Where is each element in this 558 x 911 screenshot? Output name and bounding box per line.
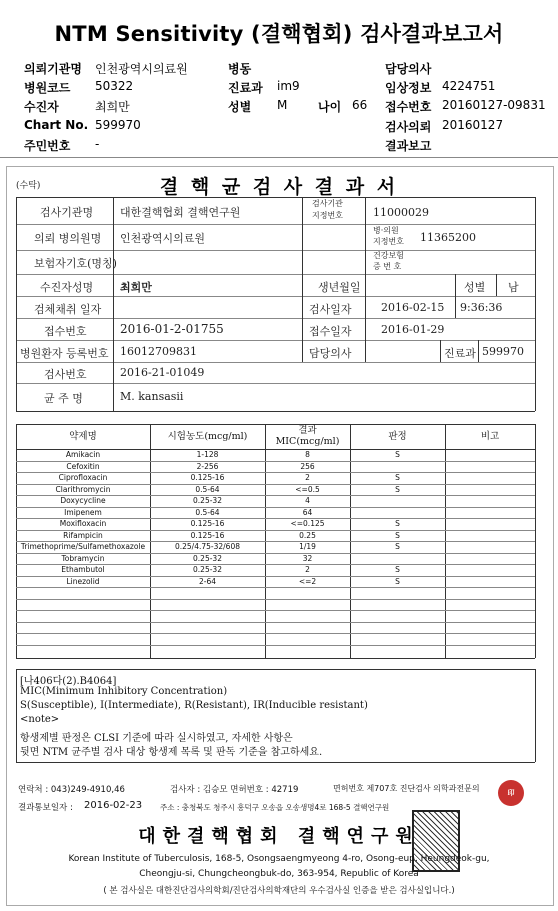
header-value: im9: [277, 79, 300, 93]
column-header: 약제명: [69, 431, 97, 442]
grid-line: [16, 274, 535, 275]
grid-line: [16, 224, 535, 225]
field-value: 2016-02-15: [381, 301, 445, 314]
table-cell-conc: 0.25-32: [193, 496, 222, 505]
red-stamp-icon: 印: [498, 780, 524, 806]
grid-line: [16, 250, 535, 251]
column-header: 결과: [298, 425, 317, 436]
table-cell-drug: Tobramycin: [61, 554, 105, 563]
field-value: 남: [508, 281, 519, 294]
header-label: 검사의뢰: [385, 120, 432, 134]
grid-line: [16, 318, 535, 319]
table-cell-drug: Linezolid: [66, 577, 100, 586]
row-line: [16, 587, 535, 588]
grid-line: [535, 197, 536, 411]
form-title: 결 핵 균 검 사 결 과 서: [159, 176, 399, 198]
header-label: 결과보고: [385, 139, 432, 153]
grid-line: [16, 197, 17, 411]
report-date-label: 결과통보일자 :: [18, 803, 73, 813]
grid-line: [16, 340, 535, 341]
note-code: [나406다(2).B4064]: [20, 676, 117, 687]
field-value: 16012709831: [120, 345, 197, 358]
grid-line: [16, 411, 535, 412]
field-label: 검사일자: [309, 303, 352, 316]
field-value: 11000029: [373, 206, 429, 219]
header-value: 66: [352, 98, 368, 112]
certification-text: ( 본 검사실은 대한진단검사의학회/진단검사의학재단의 우수검사실 인증을 받은 검사실입니다.): [103, 886, 455, 896]
grid-line: [16, 669, 535, 670]
header-label: 접수번호: [385, 100, 432, 114]
header-label: 담당의사: [385, 62, 432, 76]
header-value: 인천광역시의료원: [95, 62, 188, 76]
grid-line: [496, 274, 497, 296]
table-cell-conc: 1-128: [196, 450, 219, 459]
note-line: MIC(Minimum Inhibitory Concentration): [20, 686, 228, 697]
field-value: 11365200: [420, 231, 476, 244]
report-date-value: 2016-02-23: [84, 800, 143, 811]
table-cell-conc: 0.5-64: [195, 508, 220, 517]
header-label: 성별: [228, 100, 252, 114]
header-value: 599970: [95, 118, 141, 132]
english-address: Cheongju-si, Chungcheongbuk-do, 363-954, Republic of Korea: [139, 869, 419, 879]
field-label: 검사번호: [44, 368, 87, 381]
table-cell-judge: S: [395, 473, 400, 482]
field-label: 보험자기호(명칭): [34, 257, 117, 270]
field-label: 균 주 명: [44, 392, 83, 405]
field-label: 병원환자 등록번호: [20, 347, 109, 360]
field-value: 599970: [482, 345, 524, 358]
field-value: 인천광역시의료원: [120, 232, 206, 245]
table-cell-conc: 0.25-32: [193, 565, 222, 574]
field-label: 검사기관명: [40, 206, 94, 219]
field-label: 담당의사: [309, 347, 352, 360]
row-line: [16, 622, 535, 623]
row-line: [16, 599, 535, 600]
field-value: 대한결핵협회 결핵연구원: [120, 206, 241, 219]
table-cell-mic: 8: [305, 450, 310, 459]
table-cell-mic: 32: [302, 554, 313, 563]
note-tag: <note>: [20, 714, 60, 725]
header-label: 병원코드: [24, 81, 71, 95]
grid-line: [16, 197, 535, 198]
note-line: 뒷면 NTM 균주별 검사 대상 항생제 목록 및 판독 기준을 참고하세요.: [20, 747, 323, 758]
report-title: NTM Sensitivity (결핵협회) 검사결과보고서: [54, 22, 504, 46]
field-label: 의뢰 병의원명: [34, 232, 102, 245]
note-line: S(Susceptible), I(Intermediate), R(Resistant), IR(Inducible resistant): [20, 700, 368, 711]
grid-line: [16, 383, 535, 384]
table-cell-judge: S: [395, 450, 400, 459]
table-cell-judge: S: [395, 485, 400, 494]
table-cell-mic: <=0.5: [295, 485, 320, 494]
table-cell-drug: Ciprofloxacin: [58, 473, 108, 482]
column-header: 시험농도(mcg/ml): [167, 431, 248, 442]
field-value: 9:36:36: [460, 301, 503, 314]
field-label: 지정번호: [312, 211, 343, 220]
table-cell-drug: Imipenem: [64, 508, 102, 517]
header-value: 20160127-09831: [442, 98, 546, 112]
table-cell-drug: Doxycycline: [60, 496, 106, 505]
grid-line: [535, 669, 536, 762]
table-cell-judge: S: [395, 519, 400, 528]
field-label: 생년월일: [318, 281, 361, 294]
grid-line: [478, 340, 479, 362]
column-header: 비고: [480, 431, 500, 442]
header-value: -: [95, 137, 100, 151]
table-cell-mic: 2: [305, 565, 310, 574]
table-cell-judge: S: [395, 565, 400, 574]
header-value: 최희만: [95, 100, 130, 114]
field-label: 검체채취 일자: [34, 303, 102, 316]
row-line: [16, 633, 535, 634]
header-value: 4224751: [442, 79, 496, 93]
note-line: 항생제별 판정은 CLSI 기준에 따라 실시하였고, 자세한 사항은: [20, 733, 293, 744]
grid-line: [535, 424, 536, 658]
header-label: 의뢰기관명: [24, 62, 82, 76]
header-label: 임상정보: [385, 81, 432, 95]
table-cell-drug: Cefoxitin: [66, 462, 100, 471]
table-cell-conc: 0.125-16: [190, 519, 225, 528]
table-cell-drug: Moxifloxacin: [59, 519, 107, 528]
table-cell-mic: 4: [305, 496, 310, 505]
header-value: 20160127: [442, 118, 504, 132]
header-value: 50322: [95, 79, 134, 93]
phone-text: 연락처 : 043)249-4910,46: [18, 785, 125, 795]
header-label: 수진자: [24, 100, 59, 114]
header-value: M: [277, 98, 288, 112]
table-cell-drug: Trimethoprime/Sulfamethoxazole: [20, 542, 146, 551]
table-cell-drug: Ethambutol: [61, 565, 105, 574]
field-label: 건강보험: [373, 251, 404, 260]
table-cell-judge: S: [395, 542, 400, 551]
row-line: [16, 645, 535, 646]
table-cell-judge: S: [395, 531, 400, 540]
header-label: 주민번호: [24, 139, 71, 153]
header-label: 진료과: [228, 81, 263, 95]
header-label: 병동: [228, 62, 252, 76]
field-label: 병·의원: [373, 226, 399, 235]
grid-line: [365, 197, 366, 362]
column-header: MIC(mcg/ml): [275, 436, 340, 447]
field-label: 수진자성명: [40, 281, 94, 294]
table-cell-conc: 2-64: [198, 577, 217, 586]
table-cell-conc: 2-256: [196, 462, 219, 471]
field-label: 지정번호: [373, 237, 404, 246]
tester-text: 검사자 : 김승모 면허번호 : 42719: [170, 785, 299, 795]
grid-line: [16, 669, 17, 762]
grid-line: [440, 340, 441, 362]
table-cell-mic: <=0.125: [290, 519, 325, 528]
field-label: 성별: [464, 281, 486, 294]
table-cell-conc: 0.125-16: [190, 531, 225, 540]
grid-line: [16, 762, 535, 763]
field-label: 진료과: [444, 347, 476, 360]
address-text: 주소 : 충청북도 청주시 흥덕구 오송읍 오송생명4로 168-5 결핵연구원: [160, 803, 390, 812]
grid-line: [16, 658, 535, 659]
header-divider: [0, 157, 558, 158]
field-value: 최희만: [120, 281, 152, 294]
field-value: M. kansasii: [120, 390, 184, 403]
field-label: 접수번호: [44, 325, 87, 338]
grid-line: [16, 362, 535, 363]
row-line: [16, 610, 535, 611]
table-cell-mic: 2: [305, 473, 310, 482]
grid-line: [16, 296, 535, 297]
table-cell-mic: 64: [302, 508, 313, 517]
field-label: 검사기관: [312, 199, 343, 208]
grid-line: [455, 274, 456, 296]
license-text: 면허번호 제707호 진단검사 의학과전문의: [333, 784, 480, 793]
english-address: Korean Institute of Tuberculosis, 168-5, Osongsaengmyeong 4-ro, Osong-eup, Heungdeok-gu,: [68, 854, 490, 864]
field-label: 증 번 호: [373, 262, 402, 271]
table-cell-judge: S: [395, 577, 400, 586]
table-cell-mic: 0.25: [299, 531, 316, 540]
table-cell-mic: 256: [300, 462, 315, 471]
table-cell-conc: 0.25-32: [193, 554, 222, 563]
grid-line: [113, 197, 114, 411]
receipt-mark: (수탁): [16, 181, 41, 191]
field-value: 2016-01-29: [381, 323, 445, 336]
table-cell-drug: Amikacin: [65, 450, 101, 459]
header-label: 나이: [318, 100, 342, 114]
institution-name: 대한결핵협회 결핵연구원: [138, 826, 420, 847]
table-cell-drug: Clarithromycin: [55, 485, 111, 494]
column-header: 판정: [388, 431, 407, 442]
table-cell-conc: 0.25/4.75-32/608: [174, 542, 241, 551]
field-value: 2016-01-2-01755: [120, 322, 224, 336]
grid-line: [455, 296, 456, 318]
field-label: 접수일자: [309, 325, 352, 338]
table-cell-conc: 0.125-16: [190, 473, 225, 482]
header-label: Chart No.: [24, 118, 89, 132]
table-cell-conc: 0.5-64: [195, 485, 220, 494]
table-cell-mic: 1/19: [299, 542, 316, 551]
field-value: 2016-21-01049: [120, 366, 205, 379]
table-cell-mic: <=2: [298, 577, 317, 586]
table-cell-drug: Rifampicin: [63, 531, 103, 540]
grid-line: [302, 197, 303, 362]
